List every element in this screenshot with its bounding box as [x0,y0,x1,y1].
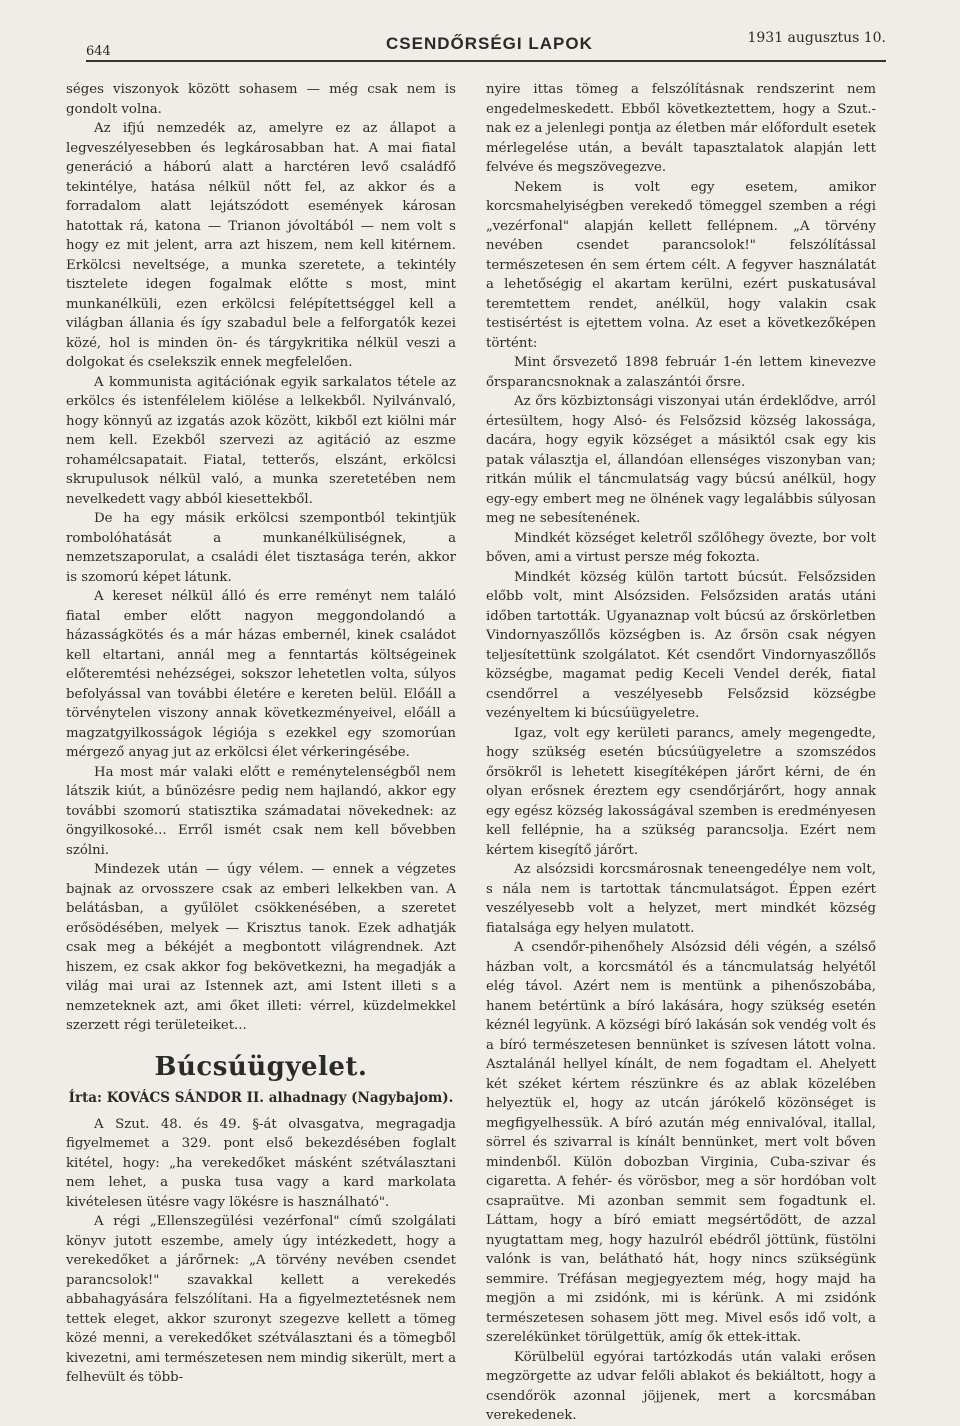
right-column [486,80,876,1426]
paragraph: A kommunista agitációnak egyik sarkalatos tétele az erkölcs és istenfélelem kiölése a lelkekből. Nyilvánvaló, hogy könnyű az izgatás azok között, kikből ezt kiölni már nem kell. Ezekből szervezi az agitáció az eszme rohamélcsapatait. Fiatal, tetterős, elszánt, erkölcsi skrupulusok nélkül való, a munka szeretetében nem nevelkedett vagy abból kiesettekből. [66,374,456,507]
paragraph: De ha egy másik erkölcsi szempontból tekintjük rombolóhatását a munkanélküliségnek, a nemzetszaporulat, a családi élet tisztasága terén, akkor is szomorú képet látunk. [66,511,456,585]
paragraph: Ha most már valaki előtt e reménytelenségből nem látszik kiút, a bűnözésre pedig nem hajlandó, akkor egy további szomorú statisztika számadatai növekednek: az öngyilkosoké... Erről ismét csak nem kell bővebben szólni. [66,764,456,858]
page-header [86,30,886,62]
paragraph: Igaz, volt egy kerületi parancs, amely megengedte, hogy szükség esetén búcsúügyeletre a szomszédos őrsökről is lehetett kisegítéképen járőrt kérni, de én olyan erősnek éreztem egy csendőrjárőrt, hogy annak egy egész község lakosságával szemben is eredményesen kell fellépnie, ha a szükség parancsolja. Ezért nem kértem kisegítő járőrt. [486,725,876,858]
paragraph: Mindezek után — úgy vélem. — ennek a végzetes bajnak az orvosszere csak az emberi lelkekben van. A belátásban, a gyűlölet csökkenésében, a szeretet erősödésében, melyek — Krisztus tanok. Ezek adhatják csak meg a békéjét a megbontott világrendnek. Azt hiszem, ez csak akkor fog bekövetkezni, ha megadják a világ mai urai az Istennek azt, ami Istent illeti s a nemzeteknek azt, ami őket illeti: vérrel, küzdelmekkel szerzett régi területeiket... [66,862,456,1033]
paragraph: Körülbelül egyórai tartózkodás után valaki erősen megzörgette az udvar felőli ablakot és bekiáltott, hogy a csendőrök azonnal jöjjenek, mert a korcsmában verekedenek. [486,1349,876,1423]
paragraph: Az őrs közbiztonsági viszonyai után érdeklődve, arról értesültem, hogy Alsó- és Felsőzsid község lakossága, dacára, hogy egyik községet a másiktól csak egy kis patak választja el, állandóan ellenséges viszonyban van; ritkán múlik el táncmulatság vagy búcsú anélkül, hogy egy-egy embert meg ne ölnének vagy legalábbis súlyosan meg ne sebesítenének. [486,394,876,526]
paragraph: Az alsózsidi korcsmárosnak teneengedélye nem volt, s nála nem is tartottak táncmulatságot. Éppen ezért veszélyesebb volt a helyzet, mert mindkét község fiatalsága egy helyen mulatott. [486,862,876,936]
paragraph: Mindkét községet keletről szőlőhegy övezte, bor volt bőven, ami a virtust persze még fokozta. [486,530,876,565]
paragraph: A Szut. 48. és 49. §-át olvasgatva, megragadja figyelmemet a 329. pont első bekezdésében foglalt kitétel, hogy: „ha verekedőket másként szétválasztani nem lehet, a puska tusa vagy a kard markolata kivételesen ütésre vagy lökésre is használható". [66,1116,456,1210]
paragraph: A kereset nélkül álló és erre reményt nem találó fiatal ember előtt nagyon meggondolandó a házasságkötés és a már házas embernél, kinek családot kell eltartani, annál meg a fenntartás költségeinek előteremtési nehézségei, sokszor lehetetlen volta, súlyos befolyással van további életére e kereten belül. Előáll a törvénytelen viszony annak következményeivel, előáll a magzatgyilkosságok légiója s ezekkel egy szomorúan mérgező anyag jut az erkölcsi élet vérkeringésébe. [66,589,456,760]
article-title: Búcsúügyelet. [154,1051,368,1082]
paragraph: A régi „Ellenszegülési vezérfonal" című szolgálati könyv jutott eszembe, amely úgy intézkedett, hogy a verekedőket a járőrnek: „A törvény nevében csendet parancsolok!" szavakkal kellett a verekedés abbahagyására felszólítani. Ha a figyelmeztetésnek nem tettek eleget, akkor szuronyt szegezve kellett a tömeg közé menni, a verekedőket szétválasztani és a tömegből kivezetni, ami természetesen nem mindig sikerült, mert a felhevült és több- [66,1214,456,1385]
paragraph: séges viszonyok között sohasem — még csak nem is gondolt volna. [66,82,456,117]
paragraph: Mint őrsvezető 1898 február 1-én lettem kinevezve őrsparancsnoknak a zalaszántói őrsre. [486,355,876,390]
left-column [66,80,456,1388]
paragraph: A csendőr-pihenőhely Alsózsid déli végén, a szélső házban volt, a korcsmától és a táncmulatság helyétől elég távol. Azért nem is mentünk a pihenőszobába, hanem betértünk a bíró lakására, hogy szükség esetén kéznél legyünk. A községi bíró lakásán sok vendég volt és a bíró természetesen bennünket is szívesen látott volna. Asztalánál hellyel kínált, de nem fogadtam el. Ahelyett két széket kértem részünkre és az ablak közelében helyeztük el, hogy az utcán járókelő közönséget is megfigyelhessük. A bíró azután még ennivalóval, itallal, sörrel és szivarral is kínált bennünket, mert volt bőven mindenből. Külön dobozban Virginia, Cuba-szivar és cigaretta. A fehér- és vörösbor, meg a sör hordóban volt csapraütve. Mi azonban semmit sem fogadtunk el. Láttam, hogy a bíró emiatt megsértődött, de azzal nyugtattam meg, hogy hazulról ebédről jöttünk, füstölni valónk is van, belátható hát, hogy nincs szükségünk semmire. Tréfásan megjegyeztem még, hogy majd ha megjön a mi zsidónk, mi is kérünk. A mi zsidónk természetesen sohasem jött meg. Mivel esős idő volt, a szerelékünket törülgettük, amíg ők ettek-ittak. [486,940,876,1345]
paragraph: Nekem is volt egy esetem, amikor korcsmahelyiségben verekedő tömeggel szemben a régi „vezérfonal" alapján kellett fellépnem. „A törvény nevében csendet parancsolok!" felszólítással természetesen én sem értem célt. A fegyver használatát a lehetőségig el akartam kerülni, ezért puskatusával teremtettem rendet, anélkül, hogy valakin csak testisértést is ejtettem volna. Az eset a következőképen történt: [486,179,876,351]
paragraph: Az ifjú nemzedék az, amelyre ez az állapot a legveszélyesebben és legkárosabban hat. A mai fiatal generáció a háború alatt a harctéren levő családfő tekintélye, hatása nélkül nőtt fel, az akkor és a forradalom alatt lejátszódott események károsan hatottak rá, katona — Trianon jóvoltából — nem volt s hogy ez mit jelent, arra azt hiszem, nem kell kitérnem. Erkölcsi neveltsége, a munka szeretete, a tekintély tisztelete idegen fogalmak előtte s most, mint munkanélküli, ezen erkölcsi felépítettséggel kell a világban állania és így szabadul bele a felforgatók kezei közé, hol is minden ön- és tárgykritika nélkül veszi a dolgokat és cselekszik ennek megfelelően. [66,121,456,370]
paragraph: Mindkét község külön tartott búcsút. Felsőzsiden előbb volt, mint Alsózsiden. Felsőzsiden aratás utáni időben tartották. Ugyanaznap volt búcsú az őrskörletben Vindornyaszőllős községben is. Az őrsön csak négyen teljesítettünk szolgálatot. Két csendőrt Vindornyaszőllős községbe, magamat pedig Keceli Vendel derék, fiatal csendőrrel a veszélyesebb Felsőzsid községbe vezényeltem ki búcsúügyeletre. [486,569,876,721]
article-byline: Írta: KOVÁCS SÁNDOR II. alhadnagy (Nagybajom). [68,1090,454,1106]
page-number: 644 [86,44,111,59]
paragraph: nyire ittas tömeg a felszólításnak rendszerint nem engedelmeskedett. Ebből következtettem, hogy a Szut.-nak ez a jelenlegi pontja az életben már előfordult esetek mérlegelése után, a bevált tapasztalatok alapján lett felvéve és megszövegezve. [486,82,876,175]
publication-title: CSENDŐRSÉGI LAPOK [386,34,593,53]
issue-date: 1931 augusztus 10. [747,30,886,46]
